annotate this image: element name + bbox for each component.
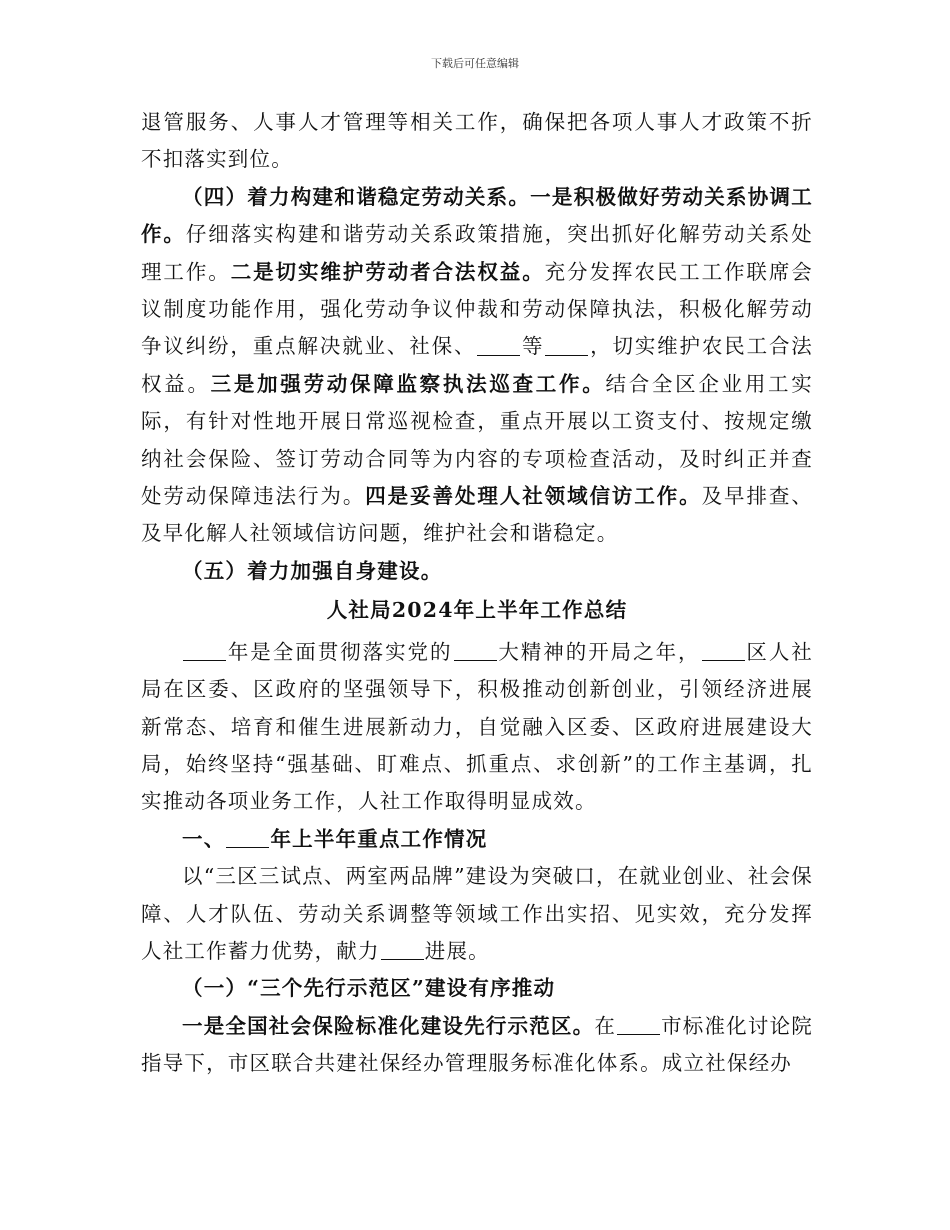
blank-line (454, 640, 497, 662)
breakthrough-text-a: 以“三区三试点、两室两品牌”建设为突破口，在就业创业、社会保障、人才队伍、劳动关系调整等领域工作出实招、见实效，充分发挥人社工作蓄力优势，献力 (141, 864, 813, 963)
header-note: 下载后可任意编辑 (431, 57, 519, 70)
heading-one-text: 年上半年重点工作情况 (270, 826, 488, 851)
section-heading-5: （五）着力加强自身建设。 (182, 558, 443, 583)
paragraph-breakthrough (141, 858, 813, 970)
blank-line (617, 1014, 660, 1036)
document-body (141, 104, 813, 1083)
intro-text-c: 区人社局在区委、区政府的坚强领导下，积极推动创新创业，引领经济进展新常态、培育和催生进展新动力，自觉融入区委、区政府进展建设大局，始终坚持“强基础、盯难点、抓重点、求创新”的工作主基调，扎实推动各项业务工作，人社工作取得明显成效。 (141, 639, 813, 814)
point-4-text: 及早排查、及早化解人社领域信访问题，维护社会和谐稳定。 (141, 484, 814, 546)
blank-line (702, 640, 745, 662)
point-3-bold: 三是加强劳动保障监察执法巡查工作。 (210, 371, 606, 396)
point-2-text-b: 等 (521, 334, 545, 359)
point-2-text-c: ，切实维护农民工合法权益。 (141, 334, 814, 396)
zone-1-text-b: 市标准化讨论院指导下，市区联合共建社保经办管理服务标准化体系。成立社保经办 (141, 1013, 813, 1076)
intro-text-b: 大精神的开局之年， (497, 639, 701, 664)
point-4-bold: 四是妥善处理人社领域信访工作。 (365, 484, 702, 509)
blank-line (183, 640, 226, 662)
zone-1-bold: 一是全国社会保险标准化建设先行示范区。 (182, 1013, 595, 1038)
blank-line (226, 827, 269, 849)
point-1-text: 仔细落实构建和谐劳动关系政策措施，突出抓好化解劳动关系处理工作。 (141, 222, 813, 284)
point-1-bold: 一是积极做好劳动关系协调工作。 (141, 184, 813, 247)
breakthrough-text-b: 进展。 (424, 938, 490, 963)
zone-1-text-a: 在 (594, 1013, 617, 1038)
point-2-text-a: 充分发挥农民工工作联席会议制度功能作用，强化劳动争议仲裁和劳动保障执法，积极化解劳动争议纠纷，重点解决就业、社保、 (141, 259, 813, 359)
section-heading-4: （四）着力构建和谐稳定劳动关系。 (182, 184, 531, 209)
heading-one-prefix: 一、 (182, 826, 226, 851)
subsection-heading-1: （一）“三个先行示范区”建设有序推动 (182, 976, 556, 1001)
point-2-bold: 二是切实维护劳动者合法权益。 (230, 259, 545, 284)
paragraph-demonstration-zone (141, 1008, 813, 1083)
point-3-text: 结合全区企业用工实际，有针对性地开展日常巡视检查，重点开展以工资支付、按规定缴纳社会保险、签订劳动合同等为内容的专项检查活动，及时纠正并查处劳动保障违法行为。 (141, 371, 813, 509)
blank-line (477, 334, 520, 356)
paragraph-intro (141, 634, 813, 821)
paragraph-continuation: 退管服务、人事人才管理等相关工作，确保把各项人事人才政策不折不扣落实到位。 (141, 110, 813, 172)
blank-line (381, 939, 424, 961)
intro-text-a: 年是全面贯彻落实党的 (227, 639, 453, 664)
section-heading-one (141, 821, 813, 858)
blank-line (545, 334, 588, 356)
paragraph-labor-relations (141, 179, 813, 553)
document-title: 人社局2024年上半年工作总结 (326, 598, 628, 623)
